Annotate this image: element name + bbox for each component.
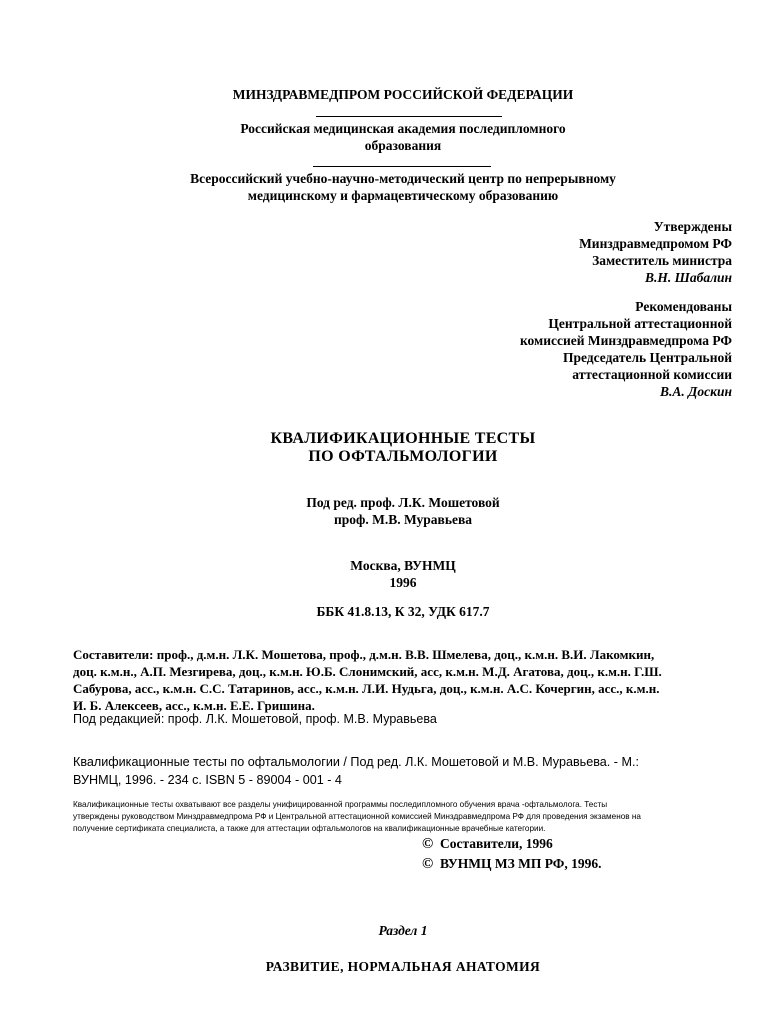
section-label: Раздел 1 [378,923,428,938]
abstract-line-3: получение сертификата специалиста, а также для аттестации офтальмологов на квалификационные врачебные категории. [73,824,546,833]
document-title-line-2: ПО ОФТАЛЬМОЛОГИИ [308,448,498,465]
bbk-udk-codes: ББК 41.8.13, К 32, УДК 617.7 [316,604,490,619]
compilers-line-4: И. Б. Алексеев, асс., к.м.н. Е.Е. Гришина. [73,698,315,713]
center-line-1: Всероссийский учебно-научно-методический центр по непрерывному [190,171,616,186]
document-title-line-1: КВАЛИФИКАЦИОННЫЕ ТЕСТЫ [270,430,536,447]
divider [313,166,491,167]
recommended-line-5: аттестационной комиссии [572,367,732,382]
citation-line-2: ВУНМЦ, 1996. - 234 с. ISBN 5 - 89004 - 001 - 4 [73,773,342,787]
academy-line-1: Российская медицинская академия последипломного [240,121,566,136]
compilers-line-1: Составители: проф., д.м.н. Л.К. Мошетова, проф., д.м.н. В.В. Шмелева, доц., к.м.н. В.И. Лакомкин, [73,647,655,662]
abstract-line-2: утверждены руководством Минздравмедпрома РФ и Центральной аттестационной комиссией Минздравмедпрома РФ для проведения экзаменов на [73,812,641,821]
recommended-label: Рекомендованы [635,299,732,314]
approved-signer: В.Н. Шабалин [645,270,732,285]
recommended-signer: В.А. Доскин [660,384,732,399]
approved-by: Минздравмедпромом РФ [579,236,732,251]
divider [316,116,502,117]
approved-position: Заместитель министра [592,253,732,268]
compilers-line-2: доц. к.м.н., А.П. Мезгирева, доц., к.м.н. Ю.Б. Слонимский, асс, к.м.н. М.Д. Агатова, доц., к.м.н. Г.Ш. [73,664,662,679]
copyright-publisher-text: ВУНМЦ МЗ МП РФ, 1996. [439,856,602,871]
recommended-line-4: Председатель Центральной [562,350,732,365]
recommended-line-2: Центральной аттестационной [548,316,732,331]
copyright-symbol: © [422,836,434,852]
recommended-line-3: комиссией Минздравмедпрома РФ [519,333,732,348]
center-line-2: медицинскому и фармацевтическому образованию [247,188,559,203]
copyright-compilers [422,835,553,853]
compilers-line-3: Сабурова, асс., к.м.н. С.С. Татаринов, асс., к.м.н. Л.И. Нудьга, доц., к.м.н. А.С. Кочергин, асс., к.м.н. [73,681,660,696]
publication-year: 1996 [389,575,417,590]
edited-by-line: Под редакцией: проф. Л.К. Мошетовой, проф. М.В. Муравьева [73,712,437,726]
copyright-compilers-text: Составители, 1996 [439,836,553,851]
copyright-symbol: © [422,856,434,872]
ministry-header: МИНЗДРАВМЕДПРОМ РОССИЙСКОЙ ФЕДЕРАЦИИ [232,87,574,102]
editors-line-1: Под ред. проф. Л.К. Мошетовой [306,495,500,510]
academy-line-2: образования [364,138,442,153]
section-title: РАЗВИТИЕ, НОРМАЛЬНАЯ АНАТОМИЯ [265,959,541,974]
copyright-publisher [422,855,602,873]
editors-line-2: проф. М.В. Муравьева [333,512,473,527]
citation-line-1: Квалификационные тесты по офтальмологии / Под ред. Л.К. Мошетовой и М.В. Муравьева. - М.: [73,755,639,769]
abstract-line-1: Квалификационные тесты охватывают все разделы унифицированной программы последипломного обучения врача -офтальмолога. Тесты [73,800,608,809]
publication-place: Москва, ВУНМЦ [350,558,456,573]
approved-label: Утверждены [653,219,732,234]
